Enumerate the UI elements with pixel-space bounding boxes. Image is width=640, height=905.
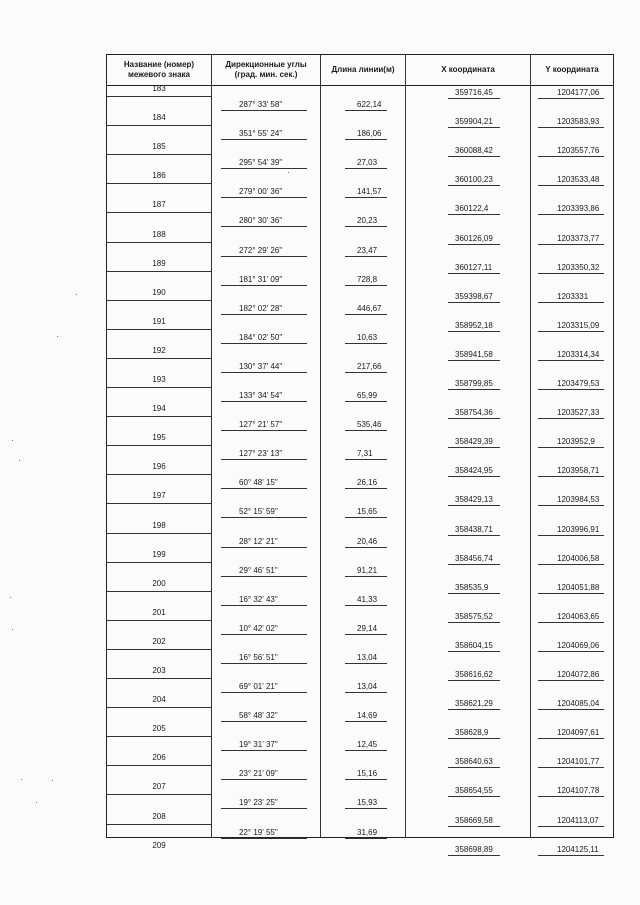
marker-name: 193 <box>152 375 166 384</box>
marker-name: 205 <box>152 724 166 734</box>
x-coordinate: 358669,58 <box>455 815 493 825</box>
header-marker-name: Название (номер) межевого знака <box>123 60 195 79</box>
line-length: 15,65 <box>357 507 378 517</box>
line-length: 29,14 <box>357 623 378 633</box>
direction-angle: 16° 56' 51" <box>239 652 278 662</box>
marker-row-line <box>107 503 211 504</box>
value-underline <box>345 605 387 606</box>
marker-name: 196 <box>152 462 166 472</box>
marker-row-line <box>107 154 211 155</box>
direction-angle: 22° 19' 55" <box>239 827 278 837</box>
marker-row-line <box>107 649 211 650</box>
marker-name: 183 <box>152 84 166 93</box>
value-underline <box>538 622 604 623</box>
y-coordinate: 1203331 <box>557 291 589 301</box>
marker-row-line <box>107 300 211 301</box>
value-underline <box>448 214 500 215</box>
marker-row-line <box>107 242 211 243</box>
value-underline <box>345 139 387 140</box>
value-underline <box>221 576 307 577</box>
direction-angle: 28° 12' 21" <box>239 536 278 546</box>
marker-name: 191 <box>152 316 166 326</box>
direction-angle: 287° 33' 58" <box>239 100 283 109</box>
direction-angle: 58° 48' 32" <box>239 711 278 721</box>
marker-row-line <box>107 824 211 825</box>
value-underline <box>538 564 604 565</box>
value-underline <box>538 244 604 245</box>
y-coordinate: 1204097,61 <box>557 728 600 738</box>
direction-angle: 127° 23' 13" <box>239 449 283 459</box>
x-coordinate: 358429,13 <box>455 495 493 505</box>
y-coordinate: 1204177,06 <box>557 88 600 97</box>
value-underline <box>221 285 307 286</box>
value-underline <box>345 401 387 402</box>
value-underline <box>448 709 500 710</box>
value-underline <box>345 547 387 548</box>
line-length: 217,66 <box>357 361 382 371</box>
x-coordinate: 358616,62 <box>455 670 493 679</box>
y-coordinate: 1204063,65 <box>557 611 600 621</box>
direction-angle: 19° 23' 25" <box>239 798 278 808</box>
value-underline <box>345 110 387 111</box>
value-underline <box>448 360 500 361</box>
marker-name: 186 <box>152 171 166 181</box>
x-coordinate: 358640,63 <box>455 757 493 767</box>
value-underline <box>538 505 604 506</box>
line-length: 14,69 <box>357 711 378 721</box>
value-underline <box>221 808 307 809</box>
value-underline <box>448 826 500 827</box>
value-underline <box>345 692 387 693</box>
value-underline <box>345 663 387 664</box>
value-underline <box>448 796 500 797</box>
value-underline <box>221 488 307 489</box>
line-length: 23,47 <box>357 245 378 255</box>
line-length: 26,16 <box>357 478 378 488</box>
value-underline <box>538 796 604 797</box>
line-length: 65,99 <box>357 391 378 400</box>
value-underline <box>345 838 387 839</box>
y-coordinate: 1203583,93 <box>557 117 600 127</box>
x-coordinate: 358628,9 <box>455 728 489 738</box>
value-underline <box>538 709 604 710</box>
value-underline <box>538 826 604 827</box>
boundary-markers-table <box>106 54 614 854</box>
x-coordinate: 358799,85 <box>455 379 493 388</box>
line-length: 91,21 <box>357 565 378 575</box>
scan-speck <box>12 629 13 630</box>
y-coordinate: 1203527,33 <box>557 408 600 418</box>
value-underline <box>221 517 307 518</box>
value-underline <box>221 692 307 693</box>
x-coordinate: 360126,09 <box>455 233 493 243</box>
marker-row-line <box>107 271 211 272</box>
value-underline <box>345 430 387 431</box>
y-coordinate: 1204107,78 <box>557 786 600 796</box>
x-coordinate: 358754,36 <box>455 408 493 418</box>
direction-angle: 279° 00' 36" <box>239 187 283 197</box>
value-underline <box>221 430 307 431</box>
value-underline <box>538 360 604 361</box>
y-coordinate: 1204125,11 <box>557 844 599 854</box>
y-coordinate: 1204051,88 <box>557 582 600 592</box>
marker-row-line <box>107 474 211 475</box>
x-coordinate: 358438,71 <box>455 524 493 534</box>
value-underline <box>345 197 387 198</box>
marker-name: 206 <box>152 753 166 763</box>
column-divider <box>211 55 212 837</box>
header-x-coordinate: X координата <box>441 65 495 74</box>
y-coordinate: 1203350,32 <box>557 262 600 272</box>
direction-angle: 351° 55' 24" <box>239 129 283 139</box>
marker-name: 184 <box>152 113 166 123</box>
y-coordinate: 1203952,9 <box>557 437 595 447</box>
y-coordinate: 1204069,06 <box>557 640 600 650</box>
value-underline <box>448 418 500 419</box>
value-underline <box>538 651 604 652</box>
marker-row-line <box>107 445 211 446</box>
line-length: 41,33 <box>357 594 378 604</box>
value-underline <box>221 139 307 140</box>
marker-name: 201 <box>152 607 166 617</box>
marker-name: 202 <box>152 636 166 646</box>
scan-speck <box>76 294 77 295</box>
marker-name: 199 <box>152 549 166 559</box>
marker-name: 207 <box>152 782 166 792</box>
y-coordinate: 1203557,76 <box>557 146 600 156</box>
x-coordinate: 358621,29 <box>455 699 493 709</box>
direction-angle: 52° 15' 59" <box>239 507 278 517</box>
x-coordinate: 358456,74 <box>455 553 493 563</box>
value-underline <box>221 372 307 373</box>
y-coordinate: 1204072,86 <box>557 670 600 679</box>
value-underline <box>221 314 307 315</box>
line-length: 15,93 <box>357 798 378 808</box>
value-underline <box>345 285 387 286</box>
line-length: 728,8 <box>357 274 378 284</box>
line-length: 12,45 <box>357 740 378 750</box>
y-coordinate: 1203373,77 <box>557 233 600 243</box>
value-underline <box>345 517 387 518</box>
line-length: 535,46 <box>357 420 382 430</box>
line-length: 186,06 <box>357 129 382 139</box>
y-coordinate: 1203984,53 <box>557 495 600 505</box>
value-underline <box>448 98 500 99</box>
x-coordinate: 358429,39 <box>455 437 493 447</box>
value-underline <box>345 808 387 809</box>
marker-row-line <box>107 183 211 184</box>
value-underline <box>538 302 604 303</box>
y-coordinate: 1204113,07 <box>557 815 599 825</box>
direction-angle: 127° 21' 57" <box>239 420 283 430</box>
scan-speck <box>52 780 53 781</box>
value-underline <box>448 855 500 856</box>
line-length: 7,31 <box>357 449 373 459</box>
value-underline <box>345 488 387 489</box>
value-underline <box>448 127 500 128</box>
value-underline <box>448 273 500 274</box>
value-underline <box>221 401 307 402</box>
marker-name: 185 <box>152 142 166 152</box>
marker-name: 209 <box>152 840 166 850</box>
direction-angle: 69° 01' 21" <box>239 682 278 691</box>
line-length: 31,69 <box>357 827 378 837</box>
x-coordinate: 360100,23 <box>455 175 493 185</box>
direction-angle: 29° 46' 51" <box>239 565 278 575</box>
value-underline <box>448 564 500 565</box>
marker-row-line <box>107 533 211 534</box>
x-coordinate: 360122,4 <box>455 204 489 214</box>
line-length: 622,14 <box>357 100 382 109</box>
y-coordinate: 1203393,86 <box>557 204 600 214</box>
marker-name: 208 <box>152 811 166 821</box>
marker-row-line <box>107 125 211 126</box>
direction-angle: 272° 29' 26" <box>239 245 283 255</box>
scan-speck <box>288 172 289 173</box>
x-coordinate: 358604,15 <box>455 640 493 650</box>
marker-name: 198 <box>152 520 166 530</box>
value-underline <box>538 331 604 332</box>
scan-speck <box>57 336 58 337</box>
y-coordinate: 1203533,48 <box>557 175 600 185</box>
value-underline <box>538 127 604 128</box>
value-underline <box>448 505 500 506</box>
marker-name: 195 <box>152 433 166 443</box>
header-line-length: Длина линии(м) <box>331 65 395 74</box>
value-underline <box>538 476 604 477</box>
scan-speck <box>36 802 37 803</box>
x-coordinate: 358941,58 <box>455 349 493 359</box>
value-underline <box>345 459 387 460</box>
value-underline <box>345 314 387 315</box>
value-underline <box>345 634 387 635</box>
value-underline <box>448 738 500 739</box>
line-length: 20,23 <box>357 216 378 226</box>
header-direction-angle: Дирекционные углы (град. мин. сек.) <box>225 60 307 79</box>
value-underline <box>221 605 307 606</box>
value-underline <box>221 256 307 257</box>
value-underline <box>221 750 307 751</box>
value-underline <box>345 343 387 344</box>
direction-angle: 133° 34' 54" <box>239 391 283 400</box>
marker-row-line <box>107 562 211 563</box>
direction-angle: 280° 30' 36" <box>239 216 283 226</box>
marker-row-line <box>107 212 211 213</box>
x-coordinate: 360127,11 <box>455 262 493 272</box>
value-underline <box>538 535 604 536</box>
value-underline <box>221 663 307 664</box>
value-underline <box>448 476 500 477</box>
value-underline <box>538 447 604 448</box>
x-coordinate: 359716,45 <box>455 88 493 97</box>
marker-name: 189 <box>152 258 166 268</box>
value-underline <box>538 855 604 856</box>
scan-speck <box>21 779 22 780</box>
marker-row-line <box>107 96 211 97</box>
value-underline <box>221 547 307 548</box>
column-divider <box>320 55 321 837</box>
line-length: 13,04 <box>357 652 378 662</box>
value-underline <box>345 372 387 373</box>
value-underline <box>538 418 604 419</box>
direction-angle: 10° 42' 02" <box>239 623 278 633</box>
marker-row-line <box>107 387 211 388</box>
value-underline <box>448 331 500 332</box>
scan-speck <box>12 440 13 441</box>
value-underline <box>345 226 387 227</box>
value-underline <box>345 168 387 169</box>
x-coordinate: 359904,21 <box>455 117 493 127</box>
value-underline <box>448 156 500 157</box>
marker-name: 187 <box>152 200 166 210</box>
value-underline <box>538 738 604 739</box>
line-length: 446,67 <box>357 303 382 313</box>
x-coordinate: 358698,89 <box>455 844 493 854</box>
marker-row-line <box>107 591 211 592</box>
value-underline <box>345 256 387 257</box>
x-coordinate: 359398,67 <box>455 291 493 301</box>
value-underline <box>538 680 604 681</box>
marker-row-line <box>107 736 211 737</box>
x-coordinate: 358654,55 <box>455 786 493 796</box>
y-coordinate: 1203314,34 <box>557 349 600 359</box>
value-underline <box>448 302 500 303</box>
value-underline <box>448 244 500 245</box>
direction-angle: 182° 02' 28" <box>239 303 283 313</box>
x-coordinate: 358952,18 <box>455 320 493 330</box>
y-coordinate: 1203958,71 <box>557 466 600 476</box>
marker-name: 190 <box>152 287 166 297</box>
value-underline <box>538 593 604 594</box>
value-underline <box>448 593 500 594</box>
value-underline <box>448 651 500 652</box>
value-underline <box>538 156 604 157</box>
y-coordinate: 1203996,91 <box>557 524 600 534</box>
marker-row-line <box>107 794 211 795</box>
value-underline <box>221 168 307 169</box>
scan-speck <box>19 460 20 461</box>
value-underline <box>221 779 307 780</box>
x-coordinate: 358575,52 <box>455 611 493 621</box>
marker-name: 203 <box>152 666 166 675</box>
y-coordinate: 1203479,53 <box>557 379 600 388</box>
direction-angle: 184° 02' 50" <box>239 332 283 342</box>
value-underline <box>345 576 387 577</box>
value-underline <box>345 721 387 722</box>
value-underline <box>448 185 500 186</box>
marker-name: 194 <box>152 404 166 414</box>
value-underline <box>221 110 307 111</box>
value-underline <box>538 767 604 768</box>
marker-row-line <box>107 707 211 708</box>
y-coordinate: 1204101,77 <box>557 757 600 767</box>
line-length: 10,63 <box>357 332 378 342</box>
marker-name: 204 <box>152 695 166 705</box>
column-divider <box>405 55 406 837</box>
line-length: 15,16 <box>357 769 378 779</box>
line-length: 13,04 <box>357 682 378 691</box>
value-underline <box>448 447 500 448</box>
value-underline <box>345 779 387 780</box>
value-underline <box>221 634 307 635</box>
value-underline <box>538 389 604 390</box>
value-underline <box>221 343 307 344</box>
value-underline <box>538 185 604 186</box>
line-length: 20,46 <box>357 536 378 546</box>
marker-name: 197 <box>152 491 166 501</box>
direction-angle: 60° 48' 15" <box>239 478 278 488</box>
marker-row-line <box>107 678 211 679</box>
value-underline <box>448 389 500 390</box>
x-coordinate: 358424,95 <box>455 466 493 476</box>
value-underline <box>448 622 500 623</box>
marker-row-line <box>107 620 211 621</box>
marker-row-line <box>107 358 211 359</box>
header-y-coordinate: Y координата <box>545 65 599 74</box>
x-coordinate: 360088,42 <box>455 146 493 156</box>
marker-row-line <box>107 765 211 766</box>
marker-name: 192 <box>152 345 166 355</box>
direction-angle: 130° 37' 44" <box>239 361 283 371</box>
value-underline <box>221 459 307 460</box>
direction-angle: 295° 54' 39" <box>239 158 283 168</box>
value-underline <box>345 750 387 751</box>
direction-angle: 19° 31' 37" <box>239 740 278 750</box>
scan-speck <box>10 597 11 598</box>
y-coordinate: 1204085,04 <box>557 699 600 709</box>
marker-name: 200 <box>152 578 166 588</box>
value-underline <box>221 197 307 198</box>
direction-angle: 181° 31' 09" <box>239 274 283 284</box>
value-underline <box>221 226 307 227</box>
value-underline <box>448 767 500 768</box>
line-length: 141,57 <box>357 187 382 197</box>
line-length: 27,03 <box>357 158 378 168</box>
y-coordinate: 1203315,09 <box>557 320 600 330</box>
x-coordinate: 358535,9 <box>455 582 489 592</box>
value-underline <box>221 838 307 839</box>
marker-row-line <box>107 416 211 417</box>
value-underline <box>448 535 500 536</box>
value-underline <box>221 721 307 722</box>
column-divider <box>530 55 531 837</box>
value-underline <box>538 98 604 99</box>
value-underline <box>448 680 500 681</box>
direction-angle: 16° 32' 43" <box>239 594 278 604</box>
marker-name: 188 <box>152 229 166 239</box>
y-coordinate: 1204006,58 <box>557 553 600 563</box>
value-underline <box>538 214 604 215</box>
value-underline <box>538 273 604 274</box>
table-header <box>107 55 613 86</box>
marker-row-line <box>107 329 211 330</box>
direction-angle: 23° 21' 09" <box>239 769 278 779</box>
